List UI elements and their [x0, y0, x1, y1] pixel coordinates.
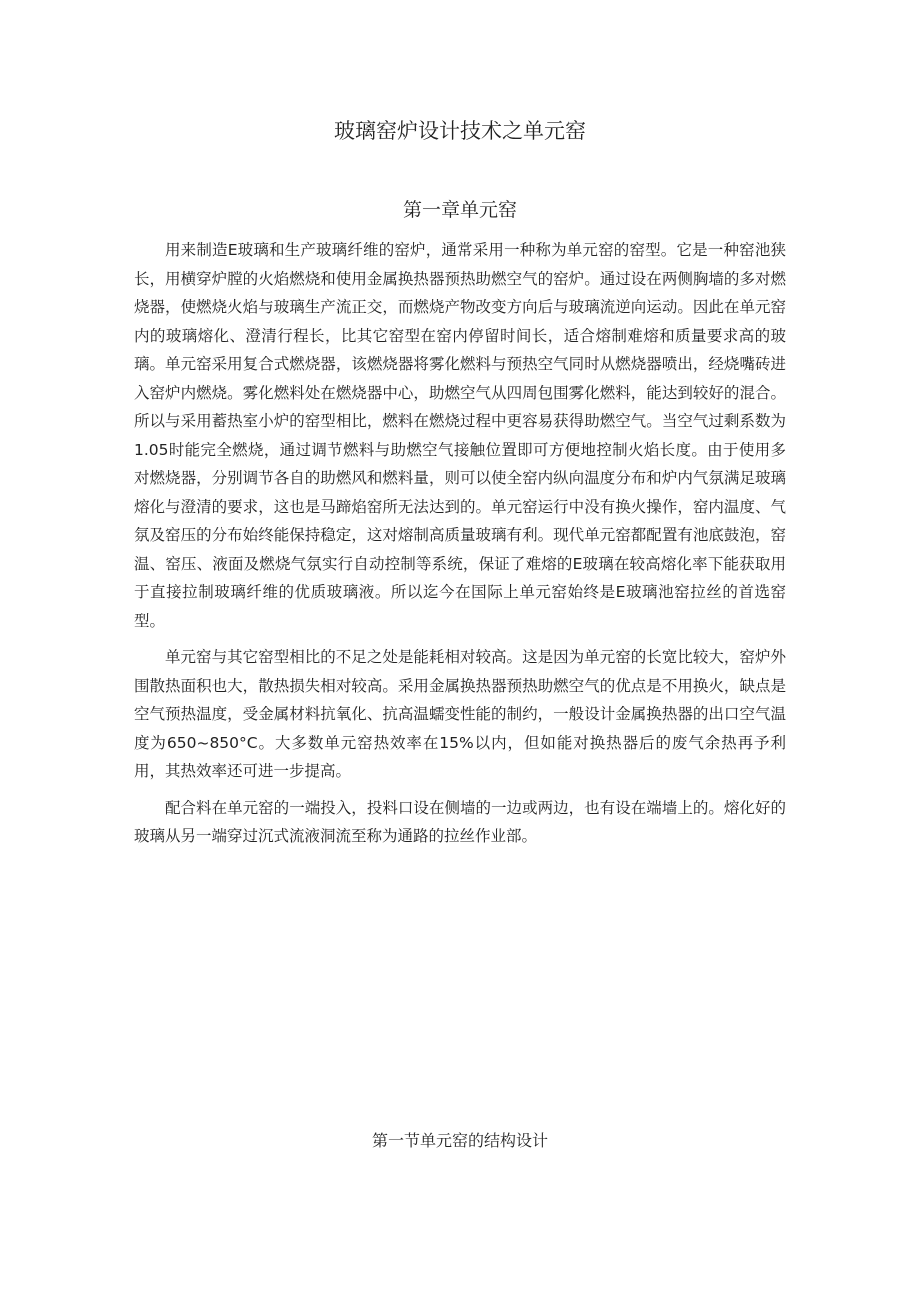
section-title: 第一节单元窑的结构设计	[371, 1131, 548, 1150]
document-body	[134, 236, 786, 859]
chapter-title: 第一章单元窑	[402, 199, 517, 221]
paragraph: 单元窑与其它窑型相比的不足之处是能耗相对较高。这是因为单元窑的长宽比较大，窑炉外围散热面积也大，散热损失相对较高。采用金属换热器预热助燃空气的优点是不用换火，缺点是空气预热温度，受金属材料抗氧化、抗高温蠕变性能的制约，一般设计金属换热器的出口空气温度为650~850°C。大多数单元窑热效率在15%以内，但如能对换热器后的废气余热再予利用，其热效率还可进一步提高。	[134, 648, 786, 780]
paragraph: 用来制造E玻璃和生产玻璃纤维的窑炉，通常采用一种称为单元窑的窑型。它是一种窑池狭长，用横穿炉膛的火焰燃烧和使用金属换热器预热助燃空气的窑炉。通过设在两侧胸墙的多对燃烧器，使燃烧火焰与玻璃生产流正交，而燃烧产物改变方向后与玻璃流逆向运动。因此在单元窑内的玻璃熔化、澄清行程长，比其它窑型在窑内停留时间长，适合熔制难熔和质量要求高的玻璃。单元窑采用复合式燃烧器，该燃烧器将雾化燃料与预热空气同时从燃烧器喷出，经烧嘴砖进入窑炉内燃烧。雾化燃料处在燃烧器中心，助燃空气从四周包围雾化燃料，能达到较好的混合。所以与采用蓄热室小炉的窑型相比，燃料在燃烧过程中更容易获得助燃空气。当空气过剩系数为1.05时能完全燃烧，通过调节燃料与助燃空气接触位置即可方便地控制火焰长度。由于使用多对燃烧器，分别调节各自的助燃风和燃料量，则可以使全窑内纵向温度分布和炉内气氛满足玻璃熔化与澄清的要求，这也是马蹄焰窑所无法达到的。单元窑运行中没有换火操作，窑内温度、气氛及窑压的分布始终能保持稳定，这对熔制高质量玻璃有利。现代单元窑都配置有池底鼓泡，窑温、窑压、液面及燃烧气氛实行自动控制等系统，保证了难熔的E玻璃在较高熔化率下能获取用于直接拉制玻璃纤维的优质玻璃液。所以迄今在国际上单元窑始终是E玻璃池窑拉丝的首选窑型。	[134, 241, 786, 630]
paragraph: 配合料在单元窑的一端投入，投料口设在侧墙的一边或两边，也有设在端墙上的。熔化好的玻璃从另一端穿过沉式流液洞流至称为通路的拉丝作业部。	[134, 798, 786, 845]
document-title: 玻璃窑炉设计技术之单元窑	[334, 119, 586, 143]
